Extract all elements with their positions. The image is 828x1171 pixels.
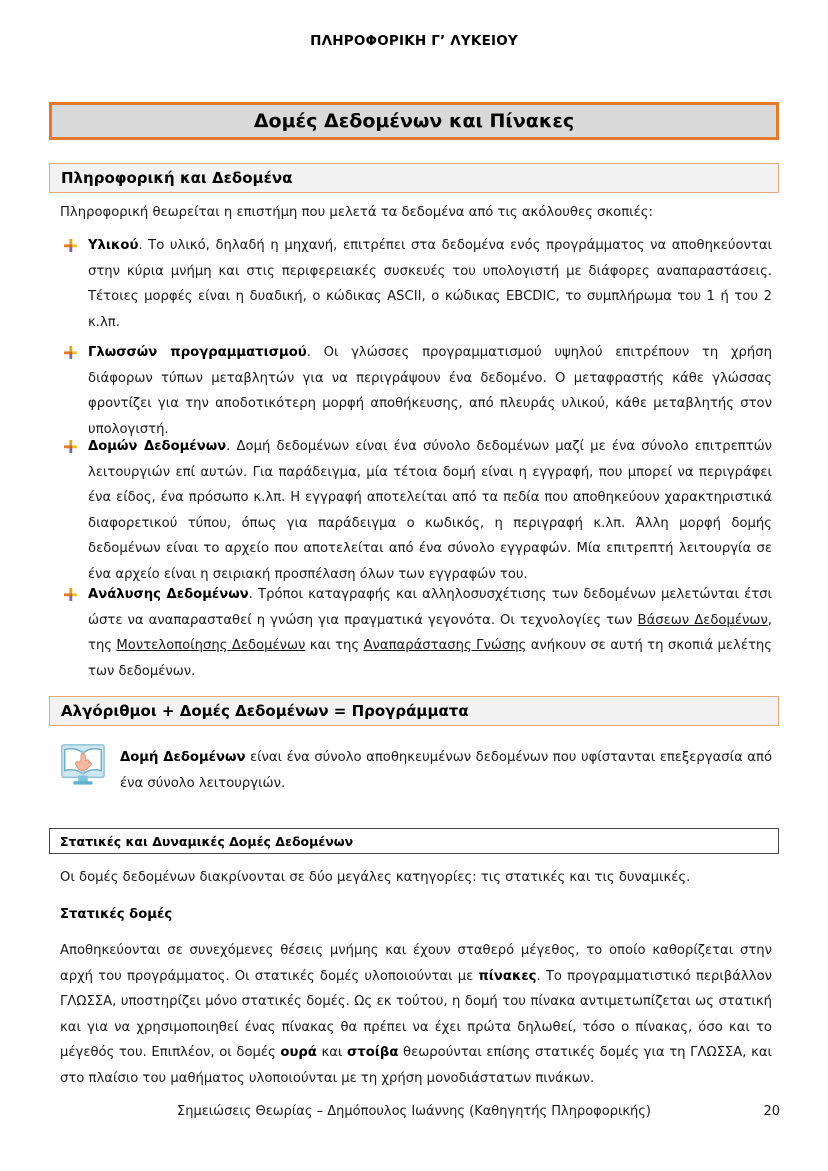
plain-run: , της (88, 612, 772, 653)
bold-term: πίνακες (478, 968, 537, 984)
list-item-lead: Υλικού (88, 238, 139, 253)
callout-lead: Δομή Δεδομένων (120, 750, 246, 765)
list-item (64, 434, 772, 587)
section-3-body-paragraph (60, 938, 772, 1091)
section-3-intro-paragraph: Οι δομές δεδομένων διακρίνονται σε δύο μεγάλες κατηγορίες: τις στατικές και τις δυναμικές. (60, 870, 691, 885)
section-heading-label: Πληροφορική και Δεδομένα (61, 169, 293, 187)
list-item-body: . Το υλικό, δηλαδή η μηχανή, επιτρέπει στα δεδομένα ενός προγράμματος να αποθηκεύονται στην κύρια μνήμη και στις περιφερειακές συσκευές του υπολογιστή με διάφορες αναπαραστάσεις. Τέτοιες μορφές είναι η δυαδική, ο κώδικας ASCII, ο κώδικας EBCDIC, το συμπλήρωμα του 1 ή του 2 κ.λπ. (88, 238, 772, 330)
section-heading-static-and-dynamic-structures (49, 828, 779, 854)
list-item-lead: Ανάλυσης Δεδομένων (88, 587, 249, 602)
list-item (64, 582, 772, 684)
section-heading-label: Στατικές και Δυναμικές Δομές Δεδομένων (60, 833, 354, 849)
callout-body: είναι ένα σύνολο αποθηκευμένων δεδομένων που υφίστανται επεξεργασία από ένα σύνολο λειτουργιών. (120, 750, 773, 791)
section-3-body-rich (60, 943, 772, 1086)
footer-credit: Σημειώσεις Θεωρίας – Δημόπουλος Ιωάννης (Καθηγητής Πληροφορικής) (177, 1104, 651, 1119)
list-item (64, 233, 772, 335)
page-footer (0, 1104, 828, 1124)
underlined-term: Βάσεων Δεδομένων (637, 612, 768, 628)
list-item-body: . Δομή δεδομένων είναι ένα σύνολο δεδομένων μαζί με ένα σύνολο επιτρεπτών λειτουργιών επί αυτών. Για παράδειγμα, μία τέτοια δομή είναι η εγγραφή, που μπορεί να περιγράφει ένα είδος, ένα πρόσωπο κ.λπ. Η εγγραφή αποτελείται από τα πεδία που αποθηκεύουν χαρακτηριστικά διαφορετικού τύπου, όπως για παράδειγμα ο κωδικός, η περιγραφή κ.λπ. Άλλη μορφή δομής δεδομένων είναι το αρχείο που αποτελείται από ένα σύνολο εγγραφών. Μία επιτρεπτή λειτουργία σε ένα αρχείο είναι η σειριακή προσπέλαση όλων των εγγραφών του. (88, 439, 772, 582)
list-item-text (88, 345, 772, 437)
list-item-body: . Οι γλώσσες προγραμματισμού υψηλού επιτρέπουν τη χρήση διάφορων τύπων μεταβλητών για να περιγράψουν ένα δεδομένο. Ο μεταφραστής κάθε γλώσσας φροντίζει για την αποδοτικότερη μορφή αποθήκευσης, από πλευράς υλικού, κάθε μεταβλητής στον υπολογιστή. (88, 345, 772, 437)
list-item-text (88, 439, 772, 582)
section-heading-algorithms-plus-data-structures (49, 696, 779, 726)
plain-run: ανήκουν σε αυτή τη σκοπιά μελέτης των δεδομένων. (88, 638, 773, 679)
plain-run: . Το προγραμματιστικό περιβάλλον ΓΛΩΣΣΑ, υποστηρίζει μόνο στατικές δομές. Ως εκ τούτου, η δομή του πίνακα αντιμετωπίζεται ως στατική και για να χρησιμοποιηθεί ένας πίνακας θα πρέπει να έχει πρώτα δηλωθεί, τόσο ο πίνακας, όσο και το μέγεθός του. Επιπλέον, οι δομές (60, 968, 773, 1060)
plain-run: θεωρούνται επίσης στατικές δομές για τη ΓΛΩΣΣΑ, και στο πλαίσιο του μαθήματος υλοποιούνται με τη χρήση μονοδιάστατων πινάκων. (60, 1045, 773, 1086)
list-item-text (88, 587, 772, 679)
list-item (64, 340, 772, 442)
section-heading-label: Αλγόριθμοι + Δομές Δεδομένων = Προγράμματα (61, 702, 469, 720)
bold-term: ουρά (280, 1045, 317, 1060)
callout-definition-text (120, 745, 772, 796)
plain-run: . Τρόποι καταγραφής και αλληλοσυσχέτισης των δεδομένων μελετώνται έτσι ώστε να αναπαρασταθεί η γνώση για πραγματικά γεγονότα. Οι τεχνολογίες των (88, 587, 772, 628)
document-title-banner (49, 102, 779, 140)
section-heading-informatics-and-data (49, 163, 779, 193)
plain-run: και (316, 1045, 348, 1060)
cross-bullet-icon (64, 440, 77, 453)
cross-bullet-icon (64, 346, 77, 359)
page-number: 20 (763, 1104, 780, 1119)
running-head: ΠΛΗΡΟΦΟΡΙΚΗ Γ’ ΛΥΚΕΙΟΥ (310, 33, 518, 49)
underlined-term: Αναπαράστασης Γνώσης (363, 638, 527, 653)
subheading-static-structures: Στατικές δομές (60, 907, 173, 922)
list-item-lead: Γλωσσών προγραμματισμού (88, 345, 307, 360)
list-item-text (88, 238, 772, 330)
bold-term: στοίβα (347, 1045, 399, 1060)
list-item-lead: Δομών Δεδομένων (88, 439, 227, 454)
open-book-pointing-hand-icon (60, 741, 106, 787)
cross-bullet-icon (64, 588, 77, 601)
underlined-term: Μοντελοποίησης Δεδομένων (116, 638, 306, 653)
section-1-intro-paragraph: Πληροφορική θεωρείται η επιστήμη που μελετά τα δεδομένα από τις ακόλουθες σκοπιές: (60, 205, 653, 220)
cross-bullet-icon (64, 239, 77, 252)
plain-run: Αποθηκεύονται σε συνεχόμενες θέσεις μνήμης και έχουν σταθερό μέγεθος, το οποίο καθορίζεται στην αρχή του προγράμματος. Οι στατικές δομές υλοποιούνται με (60, 943, 772, 984)
plain-run: και της (305, 638, 364, 653)
page-title: Δομές Δεδομένων και Πίνακες (253, 110, 575, 132)
